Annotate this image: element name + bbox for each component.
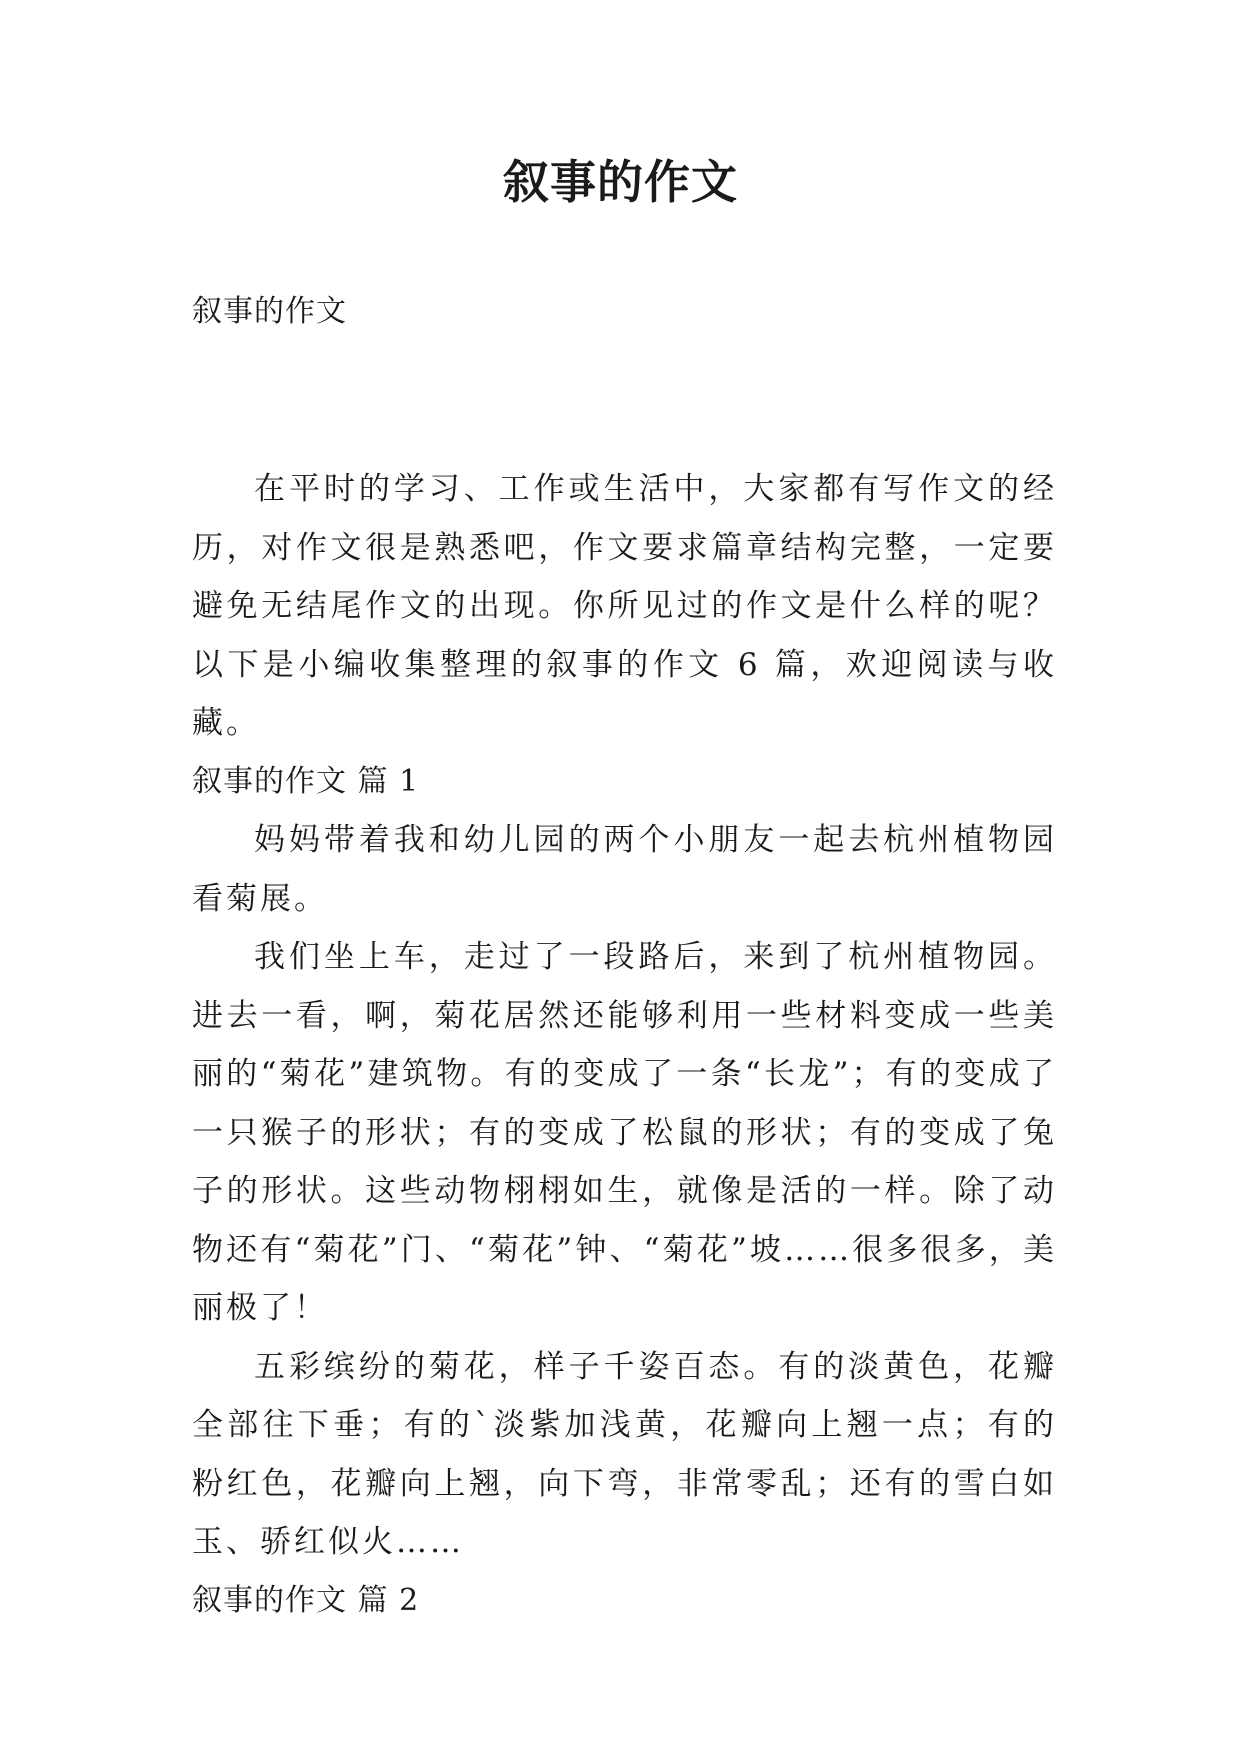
section1-paragraph-1: 妈妈带着我和幼儿园的两个小朋友一起去杭州植物园看菊展。: [192, 822, 1057, 917]
document-title: 叙事的作文: [503, 155, 738, 209]
section-heading-2: 叙事的作文 篇 2: [192, 1582, 420, 1618]
document-subtitle: 叙事的作文: [192, 294, 347, 329]
document-body: [192, 460, 1057, 1630]
section1-paragraph-3: 五彩缤纷的菊花，样子千姿百态。有的淡黄色，花瓣全部往下垂；有的`淡紫加浅黄，花瓣向上翘一点；有的粉红色，花瓣向上翘，向下弯，非常零乱；还有的雪白如玉、骄红似火……: [192, 1348, 1057, 1560]
section1-paragraph-2: 我们坐上车，走过了一段路后，来到了杭州植物园。进去一看，啊，菊花居然还能够利用一些材料变成一些美丽的“菊花”建筑物。有的变成了一条“长龙”；有的变成了一只猴子的形状；有的变成了松鼠的形状；有的变成了兔子的形状。这些动物栩栩如生，就像是活的一样。除了动物还有“菊花”门、“菊花”钟、“菊花”坡……很多很多，美丽极了！: [192, 939, 1057, 1326]
section-heading-1: 叙事的作文 篇 1: [192, 763, 420, 799]
intro-paragraph: 在平时的学习、工作或生活中，大家都有写作文的经历，对作文很是熟悉吧，作文要求篇章结构完整，一定要避免无结尾作文的出现。你所见过的作文是什么样的呢？以下是小编收集整理的叙事的作文 6 篇，欢迎阅读与收藏。: [192, 471, 1057, 741]
